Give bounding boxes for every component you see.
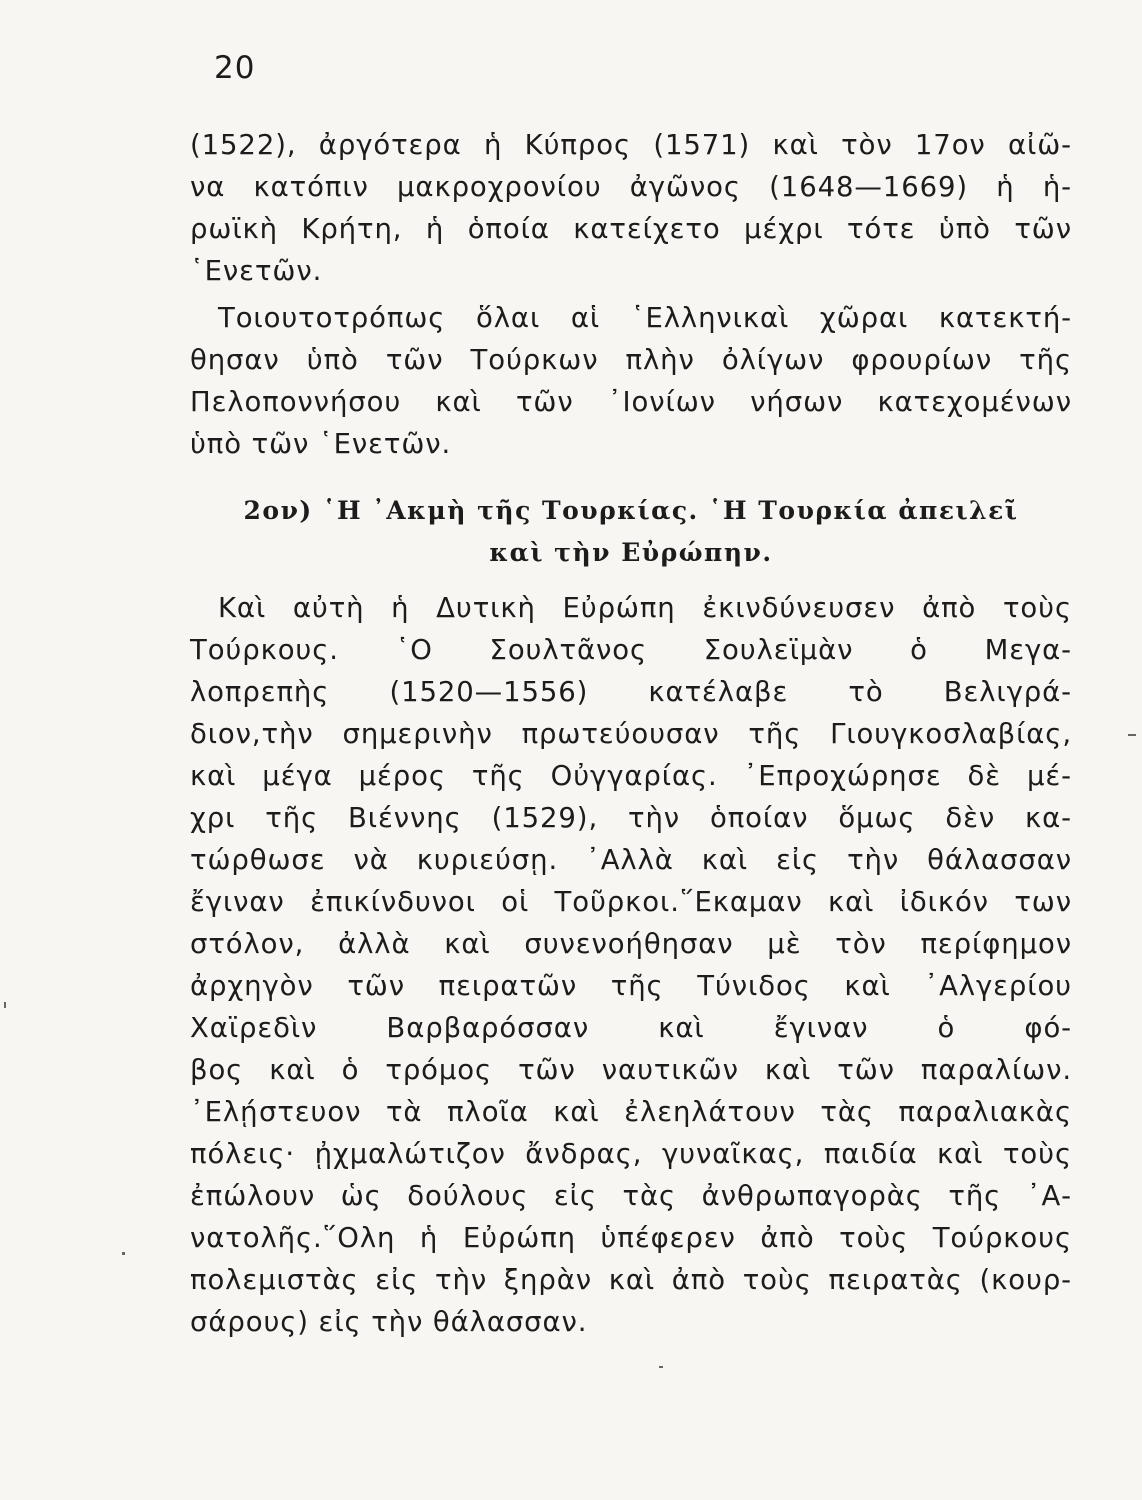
text-line: ἀρχηγὸν τῶν πειρατῶν τῆς Τύνιδος καὶ ᾿Αλγερίου [190,970,1072,1002]
text-line: Τοιουτοτρόπως ὅλαι αἱ ῾Ελληνικαὶ χῶραι κατεκτή- [218,302,1072,334]
text-line: νατολῆς.῞Ολη ἡ Εὐρώπη ὑπέφερεν ἀπὸ τοὺς Τούρκους [190,1222,1072,1254]
text-line: διον,τὴν σημερινὴν πρωτεύουσαν τῆς Γιουγκοσλαβίας, [190,718,1072,750]
text-line: σάρους) εἰς τὴν θάλασσαν. [190,1306,588,1338]
text-line: τώρθωσε νὰ κυριεύσῃ. ᾿Αλλὰ καὶ εἰς τὴν θάλασσαν [190,844,1072,876]
section-heading-line-2: καὶ τὴν Εὐρώπην. [489,538,773,567]
page-number: 20 [214,50,256,86]
text-line: στόλον, ἀλλὰ καὶ συνενοήθησαν μὲ τὸν περίφημον [190,928,1072,960]
text-line: (1522), ἀργότερα ἡ Κύπρος (1571) καὶ τὸν 17ον αἰῶ- [190,129,1072,161]
text-line: πόλεις· ᾐχμαλώτιζον ἄνδρας, γυναῖκας, παιδία καὶ τοὺς [190,1138,1072,1170]
text-line: θησαν ὑπὸ τῶν Τούρκων πλὴν ὀλίγων φρουρίων τῆς [190,344,1072,376]
text-line: Χαϊρεδὶν Βαρβαρόσσαν καὶ ἔγιναν ὁ φό- [190,1012,1072,1044]
scan-speck [1128,734,1136,736]
text-line: ᾿Ελῄστευον τὰ πλοῖα καὶ ἐλεηλάτουν τὰς παραλιακὰς [190,1096,1072,1128]
text-line: ρωϊκὴ Κρήτη, ἡ ὁποία κατείχετο μέχρι τότε ὑπὸ τῶν [190,213,1072,245]
text-line: βος καὶ ὁ τρόμος τῶν ναυτικῶν καὶ τῶν παραλίων. [190,1054,1072,1086]
text-line: πολεμιστὰς εἰς τὴν ξηρὰν καὶ ἀπὸ τοὺς πειρατὰς (κουρ- [190,1264,1072,1296]
text-line: ἐπώλουν ὡς δούλους εἰς τὰς ἀνθρωπαγορὰς τῆς ᾿Α- [190,1180,1072,1212]
text-line: χρι τῆς Βιέννης (1529), τὴν ὁποίαν ὅμως δὲν κα- [190,802,1072,834]
text-line: ῾Ενετῶν. [190,255,323,287]
section-heading-line-1: 2ον) ῾Η ᾿Ακμὴ τῆς Τουρκίας. ῾Η Τουρκία ἀπειλεῖ [243,496,1019,525]
text-line: ἔγιναν ἐπικίνδυνοι οἱ Τοῦρκοι.῞Εκαμαν καὶ ἰδικόν των [190,886,1072,918]
text-line: ὑπὸ τῶν ῾Ενετῶν. [190,428,452,460]
text-line: Πελοποννήσου καὶ τῶν ᾿Ιονίων νήσων κατεχομένων [190,386,1072,418]
scan-speck [122,1252,125,1255]
text-line: Τούρκους. ῾Ο Σουλτᾶνος Σουλεϊμὰν ὁ Μεγα- [190,634,1072,666]
text-line: να κατόπιν μακροχρονίου ἀγῶνος (1648—1669) ἡ ἡ- [190,171,1072,203]
scan-speck [4,1002,6,1008]
scan-speck [659,1366,663,1368]
text-line: καὶ μέγα μέρος τῆς Οὐγγαρίας. ᾿Επροχώρησε δὲ μέ- [190,760,1072,792]
text-line: Καὶ αὐτὴ ἡ Δυτικὴ Εὐρώπη ἐκινδύνευσεν ἀπὸ τοὺς [218,592,1072,624]
text-line: λοπρεπὴς (1520—1556) κατέλαβε τὸ Βελιγρά- [190,676,1072,708]
